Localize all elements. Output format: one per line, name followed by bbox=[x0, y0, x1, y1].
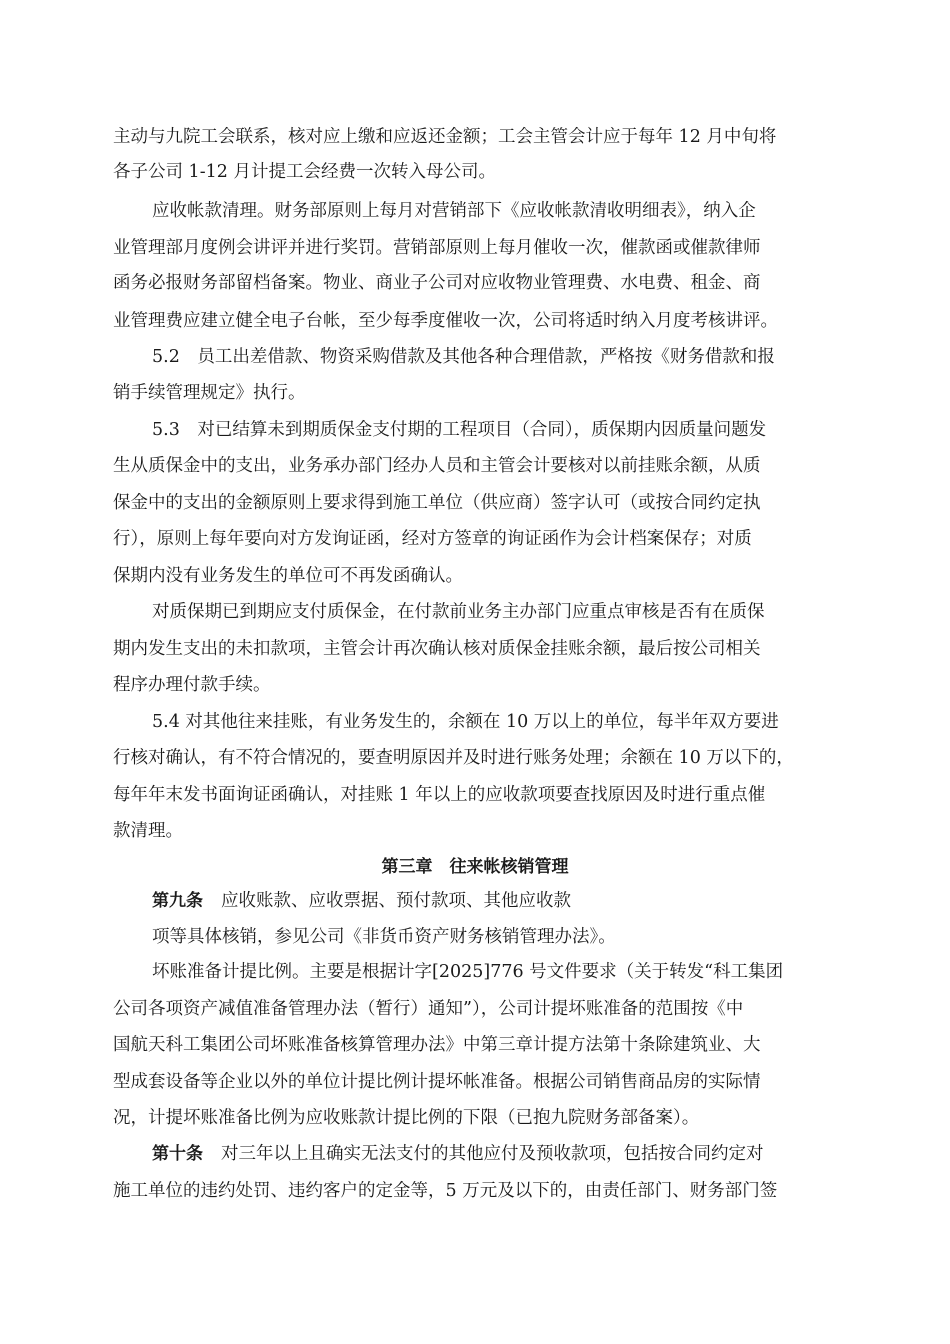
paragraph-line: 主动与九院工会联系，核对应上缴和应返还金额；工会主管会计应于每年 12 月中旬将 bbox=[113, 127, 777, 147]
paragraph-line: 对质保期已到期应支付质保金，在付款前业务主办部门应重点审核是否有在质保 bbox=[152, 602, 765, 622]
article-line bbox=[152, 1142, 842, 1166]
article-label: 第十条 bbox=[152, 1144, 203, 1164]
paragraph-line: 程序办理付款手续。 bbox=[113, 675, 271, 695]
article-text: 对三年以上且确实无法支付的其他应付及预收款项，包括按合同约定对 bbox=[221, 1144, 764, 1164]
paragraph-line: 坏账准备计提比例。主要是根据计字[2025]776 号文件要求（关于转发“科工集团 bbox=[152, 962, 784, 982]
paragraph-line: 各子公司 1-12 月计提工会经费一次转入母公司。 bbox=[113, 162, 496, 182]
paragraph-line: 销手续管理规定》执行。 bbox=[113, 383, 306, 403]
paragraph-line: 保期内没有业务发生的单位可不再发函确认。 bbox=[113, 566, 463, 586]
paragraph-line: 业管理部月度例会讲评并进行奖罚。营销部原则上每月催收一次，催款函或催款律师 bbox=[113, 238, 761, 258]
paragraph-line: 施工单位的违约处罚、违约客户的定金等，5 万元及以下的，由责任部门、财务部门签 bbox=[113, 1181, 778, 1201]
paragraph-line: 5.3 对已结算未到期质保金支付期的工程项目（合同），质保期内因质量问题发 bbox=[152, 420, 767, 440]
paragraph-line: 期内发生支出的未扣款项，主管会计再次确认核对质保金挂账余额，最后按公司相关 bbox=[113, 639, 761, 659]
paragraph-line: 函务必报财务部留档备案。物业、商业子公司对应收物业管理费、水电费、租金、商 bbox=[113, 273, 761, 293]
paragraph-line: 5.4 对其他往来挂账，有业务发生的，余额在 10 万以上的单位，每半年双方要进 bbox=[152, 712, 779, 732]
paragraph-line: 行核对确认，有不符合情况的，要查明原因并及时进行账务处理；余额在 10 万以下的， bbox=[113, 748, 794, 768]
paragraph-line: 项等具体核销，参见公司《非货币资产财务核销管理办法》。 bbox=[152, 927, 616, 947]
paragraph-line: 款清理。 bbox=[113, 821, 183, 841]
article-label: 第九条 bbox=[152, 891, 203, 911]
chapter-heading: 第三章 往来帐核销管理 bbox=[381, 857, 569, 877]
paragraph-line: 况，计提坏账准备比例为应收账款计提比例的下限（已抱九院财务部备案）。 bbox=[113, 1108, 700, 1128]
paragraph-line: 公司各项资产减值准备管理办法（暂行）通知”），公司计提坏账准备的范围按《中 bbox=[113, 999, 744, 1019]
paragraph-line: 应收帐款清理。财务部原则上每月对营销部下《应收帐款清收明细表》，纳入企 bbox=[152, 201, 756, 221]
article-text: 应收账款、应收票据、预付款项、其他应收款 bbox=[221, 891, 571, 911]
paragraph-line: 保金中的支出的金额原则上要求得到施工单位（供应商）签字认可（或按合同约定执 bbox=[113, 493, 761, 513]
paragraph-line: 生从质保金中的支出，业务承办部门经办人员和主管会计要核对以前挂账余额，从质 bbox=[113, 456, 761, 476]
article-line bbox=[152, 889, 842, 913]
paragraph-line: 国航天科工集团公司坏账准备核算管理办法》中第三章计提方法第十条除建筑业、大 bbox=[113, 1035, 761, 1055]
paragraph-line: 每年年末发书面询证函确认，对挂账 1 年以上的应收款项要查找原因及时进行重点催 bbox=[113, 785, 766, 805]
paragraph-line: 业管理费应建立健全电子台帐，至少每季度催收一次，公司将适时纳入月度考核讲评。 bbox=[113, 311, 778, 331]
paragraph-line: 5.2 员工出差借款、物资采购借款及其他各种合理借款，严格按《财务借款和报 bbox=[152, 347, 775, 367]
paragraph-line: 型成套设备等企业以外的单位计提比例计提坏帐准备。根据公司销售商品房的实际情 bbox=[113, 1072, 761, 1092]
paragraph-line: 行），原则上每年要向对方发询证函，经对方签章的询证函作为会计档案保存；对质 bbox=[113, 529, 752, 549]
